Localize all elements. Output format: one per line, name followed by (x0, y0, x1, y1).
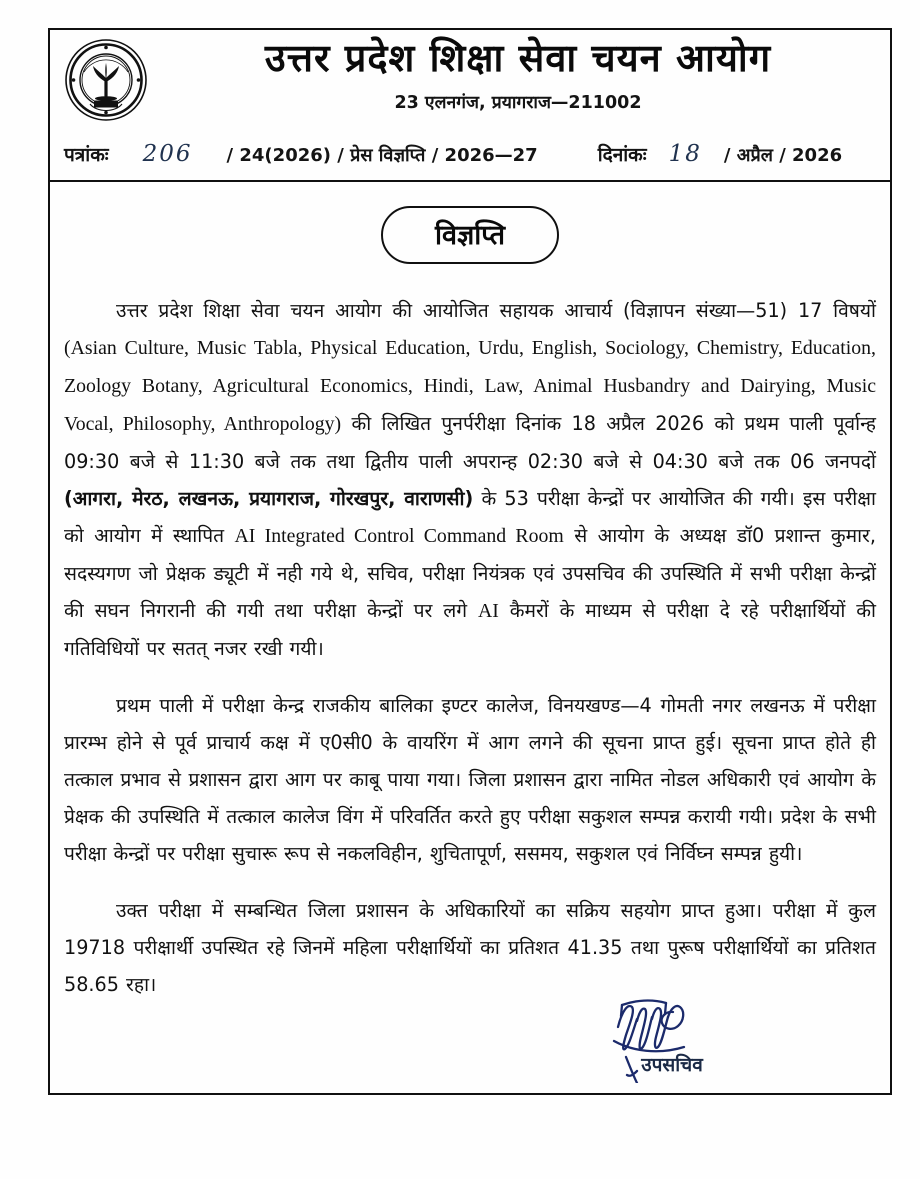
reference-suffix: / 24(2026) / प्रेस विज्ञप्ति / 2026—27 (226, 145, 538, 166)
date-suffix: / अप्रैल / 2026 (723, 145, 843, 166)
p1-monitoring: से आयोग के अध्यक्ष डॉ0 प्रशान्त कुमार, सदस्यगण जो प्रेक्षक ड्यूटी में नही गये थे, सचिव, परीक्षा नियंत्रक एवं उपसचिव की उपस्थिति में सभी परीक्षा केन्द्रों की सघन निगरानी की गयी तथा परीक्षा केन्द्रों पर लगे (64, 524, 876, 622)
letterhead (50, 30, 890, 136)
p1-ai-label: AI (477, 600, 499, 622)
document-border-frame (48, 28, 892, 1095)
commission-seal-icon (64, 38, 148, 122)
p1-subject-list: (Asian Culture, Music Tabla, Physical Education, Urdu, English, Sociology, Chemistry, Education, Zoology Botany, Agricultural Economics, Hindi, Law, Animal Husbandry and Dairying, Music Vocal, Philosophy, Anthropology) (64, 337, 876, 435)
document-body (64, 292, 876, 1003)
reference-number-handwritten: 206 (142, 141, 193, 167)
reference-date-row (50, 136, 890, 182)
date-label: दिनांकः (597, 144, 647, 166)
signatory-designation: उपसचिव (641, 1054, 703, 1076)
paragraph-fire-incident: प्रथम पाली में परीक्षा केन्द्र राजकीय बालिका इण्टर कालेज, विनयखण्ड—4 गोमती नगर लखनऊ में परीक्षा प्रारम्भ होने से पूर्व प्राचार्य कक्ष में ए0सी0 के वायरिंग में आग लगने की सूचना प्राप्त हुई। सूचना प्राप्त होते ही तत्काल प्रभाव से प्रशासन द्वारा आग पर काबू पाया गया। जिला प्रशासन द्वारा नामित नोडल अधिकारी एवं आयोग के प्रेक्षक की उपस्थिति में तत्काल कालेज विंग में परिवर्तित करते हुए परीक्षा सकुशल सम्पन्न करायी गयी। प्रदेश के सभी परीक्षा केन्द्रों पर परीक्षा सुचारू रूप से नकलविहीन, शुचितापूर्ण, ससमय, सकुशल एवं निर्विघ्न सम्पन्न हुयी। (64, 694, 876, 865)
reference-label: पत्रांकः (64, 144, 109, 166)
p1-district-list: (आगरा, मेरठ, लखनऊ, प्रयागराज, गोरखपुर, वाराणसी) (64, 487, 474, 510)
p1-schedule: की लिखित पुनर्परीक्षा दिनांक 18 अप्रैल 2026 को प्रथम पाली पूर्वान्ह 09:30 बजे से 11:30 बजे तक तथा द्वितीय पाली अपरान्ह 02:30 बजे से 04:30 बजे तक 06 जनपदों (64, 412, 876, 473)
p1-closing: कैमरों के माध्यम से परीक्षा दे रहे परीक्षार्थियों की गतिविधियों पर सतत् नजर रखी गयी। (64, 599, 876, 660)
title-badge-container (50, 206, 890, 264)
date-day-handwritten: 18 (668, 141, 702, 167)
organization-name: उत्तर प्रदेश शिक्षा सेवा चयन आयोग (264, 36, 772, 80)
organization-address: 23 एलनगंज, प्रयागराज—211002 (394, 93, 642, 113)
paragraph-attendance-statistics: उक्त परीक्षा में सम्बन्धित जिला प्रशासन के अधिकारियों का सक्रिय सहयोग प्राप्त हुआ। परीक्षा में कुल 19718 परीक्षार्थी उपस्थित रहे जिनमें महिला परीक्षार्थियों का प्रतिशत 41.35 तथा पुरूष परीक्षार्थियों का प्रतिशत 58.65 रहा। (64, 899, 876, 996)
status-badge: विज्ञप्ति (381, 206, 559, 264)
paragraph-exam-overview (64, 292, 876, 667)
signature-mark-icon (562, 999, 782, 1057)
p1-intro: उत्तर प्रदेश शिक्षा सेवा चयन आयोग की आयोजित सहायक आचार्य (विज्ञापन संख्या—51) 17 विषयों (116, 299, 876, 322)
p1-centres: के 53 परीक्षा केन्द्रों पर आयोजित की गयी। इस परीक्षा को आयोग में स्थापित (64, 487, 877, 547)
p1-command-room: AI Integrated Control Command Room (234, 525, 564, 547)
signature-block (562, 999, 782, 1083)
